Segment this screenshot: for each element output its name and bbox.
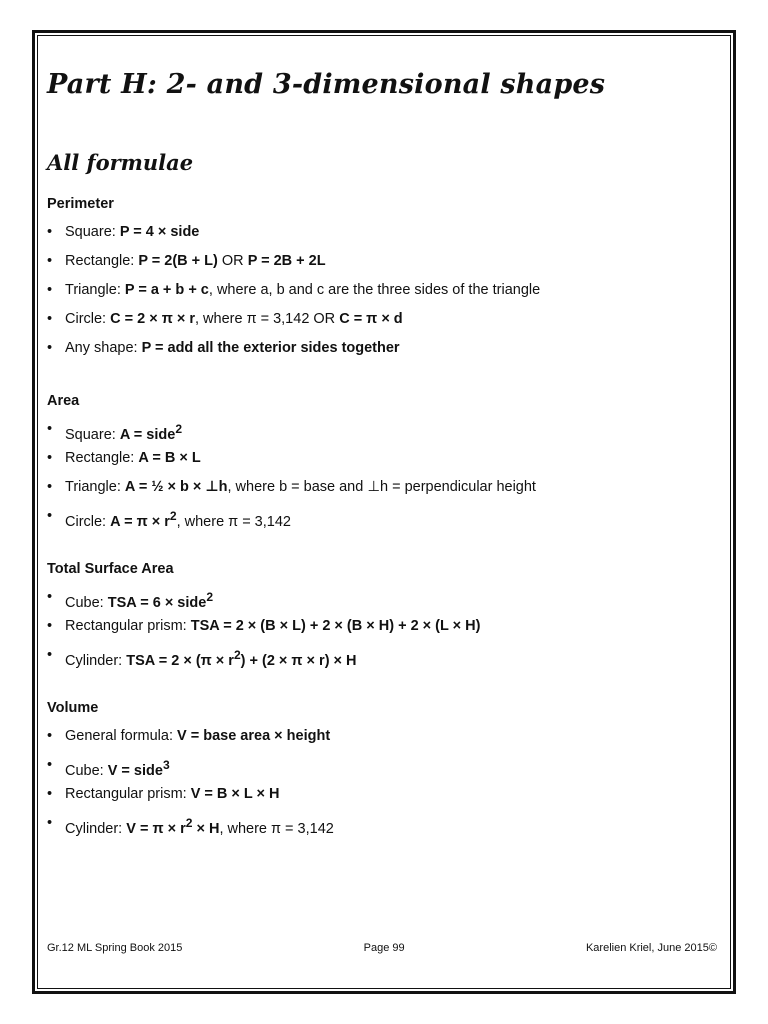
- section-heading: Area: [47, 393, 80, 409]
- formula-section: [47, 559, 717, 670]
- formula: TSA = 2 × (B × L) + 2 × (B × H) + 2 × (L × H): [190, 618, 481, 634]
- footer-author: Karelien Kriel, June 2015©: [585, 942, 717, 954]
- formula-item: [47, 583, 717, 612]
- bullet-icon: •: [47, 479, 53, 495]
- formula: A = ½ × b × ⊥h: [124, 479, 228, 495]
- shape-label: General formula:: [65, 728, 178, 744]
- shape-label: Cube:: [65, 594, 108, 611]
- shape-label: Rectangular prism:: [65, 786, 191, 802]
- formula-item: [47, 444, 717, 473]
- formula: P = add all the exterior sides together: [141, 340, 400, 356]
- exponent: 2: [185, 816, 193, 830]
- formula-item: [47, 722, 717, 751]
- formula-item: [47, 809, 717, 838]
- shape-label: Square:: [65, 426, 120, 443]
- bullet-icon: •: [47, 589, 53, 605]
- formula: TSA = 6 × side: [107, 594, 207, 611]
- exponent: 2: [233, 648, 241, 662]
- formula-tail: × H: [192, 820, 220, 837]
- bullet-icon: •: [47, 618, 53, 634]
- shape-label: Circle:: [65, 311, 111, 327]
- bullet-icon: •: [47, 757, 53, 773]
- bullet-icon: •: [47, 786, 53, 802]
- formula-item: [47, 218, 717, 247]
- bullet-icon: •: [47, 340, 53, 356]
- formula-item: [47, 780, 717, 809]
- formula-list: [47, 583, 717, 670]
- shape-label: Circle:: [65, 513, 111, 530]
- formula-item: [47, 751, 717, 780]
- formula-item: [47, 334, 717, 363]
- formula-note: , where a, b and c are the three sides of the triangle: [208, 282, 541, 298]
- formula-sections: [47, 194, 717, 838]
- bullet-icon: •: [47, 508, 53, 524]
- bullet-icon: •: [47, 282, 53, 298]
- bullet-icon: •: [47, 253, 53, 269]
- bullet-icon: •: [47, 450, 53, 466]
- shape-label: Square:: [65, 224, 120, 240]
- section-heading: Total Surface Area: [47, 561, 174, 577]
- shape-label: Cube:: [65, 762, 108, 779]
- shape-label: Cylinder:: [65, 820, 127, 837]
- page-subtitle: All formulae: [47, 150, 194, 175]
- formula-item: [47, 641, 717, 670]
- exponent: 2: [175, 422, 183, 436]
- formula-section: [47, 698, 717, 838]
- formula-note: , where π = 3,142: [176, 513, 291, 530]
- formula: V = side: [107, 762, 163, 779]
- formula-section: [47, 391, 717, 531]
- formula-alternative: P = 2B + 2L: [247, 253, 326, 269]
- formula: C = 2 × π × r: [110, 311, 195, 327]
- formula-list: [47, 722, 717, 838]
- exponent: 3: [162, 758, 170, 772]
- formula-item: [47, 502, 717, 531]
- formula-note: , where b = base and ⊥h = perpendicular height: [227, 479, 536, 495]
- bullet-icon: •: [47, 728, 53, 744]
- formula-tail: ) + (2 × π × r) × H: [240, 652, 357, 669]
- shape-label: Rectangle:: [65, 253, 139, 269]
- page-content: [47, 60, 717, 838]
- formula-section: [47, 194, 717, 363]
- formula-item: [47, 612, 717, 641]
- formula: A = B × L: [138, 450, 201, 466]
- formula-note: , where π = 3,142 OR: [194, 311, 340, 327]
- bullet-icon: •: [47, 647, 53, 663]
- page-title: Part H: 2- and 3-dimensional shapes: [47, 69, 606, 100]
- formula: V = base area × height: [177, 728, 331, 744]
- formula-note: OR: [217, 253, 248, 269]
- footer-book-title: Gr.12 ML Spring Book 2015: [47, 942, 183, 954]
- formula: A = π × r: [110, 513, 170, 530]
- bullet-icon: •: [47, 311, 53, 327]
- shape-label: Any shape:: [65, 340, 142, 356]
- section-heading: Perimeter: [47, 196, 114, 212]
- formula-alternative: C = π × d: [339, 311, 403, 327]
- section-heading: Volume: [47, 700, 99, 716]
- exponent: 2: [206, 590, 214, 604]
- shape-label: Rectangle:: [65, 450, 139, 466]
- footer-page-number: Page 99: [363, 942, 405, 954]
- formula: P = 4 × side: [119, 224, 200, 240]
- formula: P = 2(B + L): [138, 253, 218, 269]
- shape-label: Cylinder:: [65, 652, 127, 669]
- formula-item: [47, 305, 717, 334]
- formula-list: [47, 415, 717, 531]
- shape-label: Rectangular prism:: [65, 618, 191, 634]
- formula-list: [47, 218, 717, 363]
- bullet-icon: •: [47, 421, 53, 437]
- bullet-icon: •: [47, 815, 53, 831]
- formula: TSA = 2 × (π × r: [126, 652, 234, 669]
- formula-item: [47, 473, 717, 502]
- shape-label: Triangle:: [65, 282, 125, 298]
- formula: P = a + b + c: [124, 282, 209, 298]
- formula: V = B × L × H: [190, 786, 280, 802]
- formula: A = side: [119, 426, 176, 443]
- shape-label: Triangle:: [65, 479, 125, 495]
- page-footer: [47, 942, 717, 954]
- formula-note: , where π = 3,142: [219, 820, 334, 837]
- formula-item: [47, 247, 717, 276]
- formula: V = π × r: [126, 820, 186, 837]
- formula-item: [47, 415, 717, 444]
- bullet-icon: •: [47, 224, 53, 240]
- formula-item: [47, 276, 717, 305]
- exponent: 2: [169, 509, 177, 523]
